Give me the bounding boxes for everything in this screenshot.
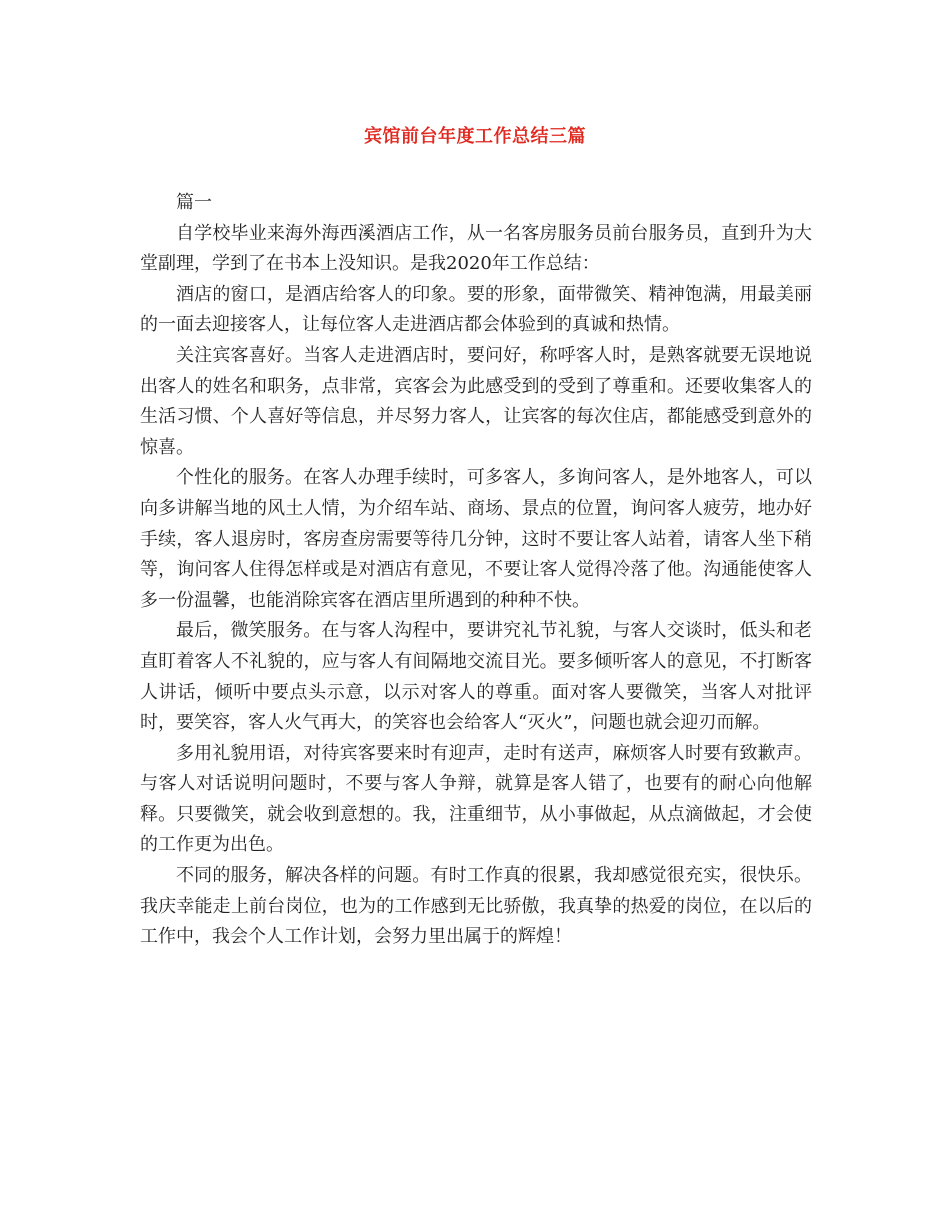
paragraph: 个性化的服务。在客人办理手续时，可多客人，多询问客人，是外地客人，可以向多讲解当地的风土人情，为介绍车站、商场、景点的位置，询问客人疲劳，地办好手续，客人退房时，客房查房需要等待几分钟，这时不要让客人站着，请客人坐下稍等，询问客人住得怎样或是对酒店有意见，不要让客人觉得冷落了他。沟通能使客人多一份温馨，也能消除宾客在酒店里所遇到的种种不快。 — [140, 467, 812, 611]
paragraph: 关注宾客喜好。当客人走进酒店时，要问好，称呼客人时，是熟客就要无误地说出客人的姓名和职务，点非常，宾客会为此感受到的受到了尊重和。还要收集客人的生活习惯、个人喜好等信息，并尽努力客人，让宾客的每次住店，都能感受到意外的惊喜。 — [140, 344, 812, 458]
paragraph: 自学校毕业来海外海西溪酒店工作，从一名客房服务员前台服务员，直到升为大堂副理，学到了在书本上没知识。是我2020年工作总结： — [140, 222, 812, 275]
section-heading: 篇一 — [176, 192, 212, 213]
paragraph: 不同的服务，解决各样的问题。有时工作真的很累，我却感觉很充实，很快乐。我庆幸能走上前台岗位，也为的工作感到无比骄傲，我真挚的热爱的岗位，在以后的工作中，我会个人工作计划，会努力里出属于的辉煌！ — [140, 865, 812, 948]
document-body — [140, 188, 812, 953]
paragraph: 最后，微笑服务。在与客人沟程中，要讲究礼节礼貌，与客人交谈时，低头和老直盯着客人不礼貌的，应与客人有间隔地交流目光。要多倾听客人的意见，不打断客人讲话，倾听中要点头示意，以示对客人的尊重。面对客人要微笑，当客人对批评时，要笑容，客人火气再大，的笑容也会给客人“灭火”，问题也就会迎刃而解。 — [140, 620, 812, 734]
document-title: 宾馆前台年度工作总结三篇 — [364, 126, 586, 147]
paragraph: 酒店的窗口，是酒店给客人的印象。要的形象，面带微笑、精神饱满，用最美丽的一面去迎接客人，让每位客人走进酒店都会体验到的真诚和热情。 — [140, 283, 812, 336]
paragraph: 多用礼貌用语，对待宾客要来时有迎声，走时有送声，麻烦客人时要有致歉声。与客人对话说明问题时，不要与客人争辩，就算是客人错了，也要有的耐心向他解释。只要微笑，就会收到意想的。我，注重细节，从小事做起，从点滴做起，才会使的工作更为出色。 — [140, 742, 812, 856]
